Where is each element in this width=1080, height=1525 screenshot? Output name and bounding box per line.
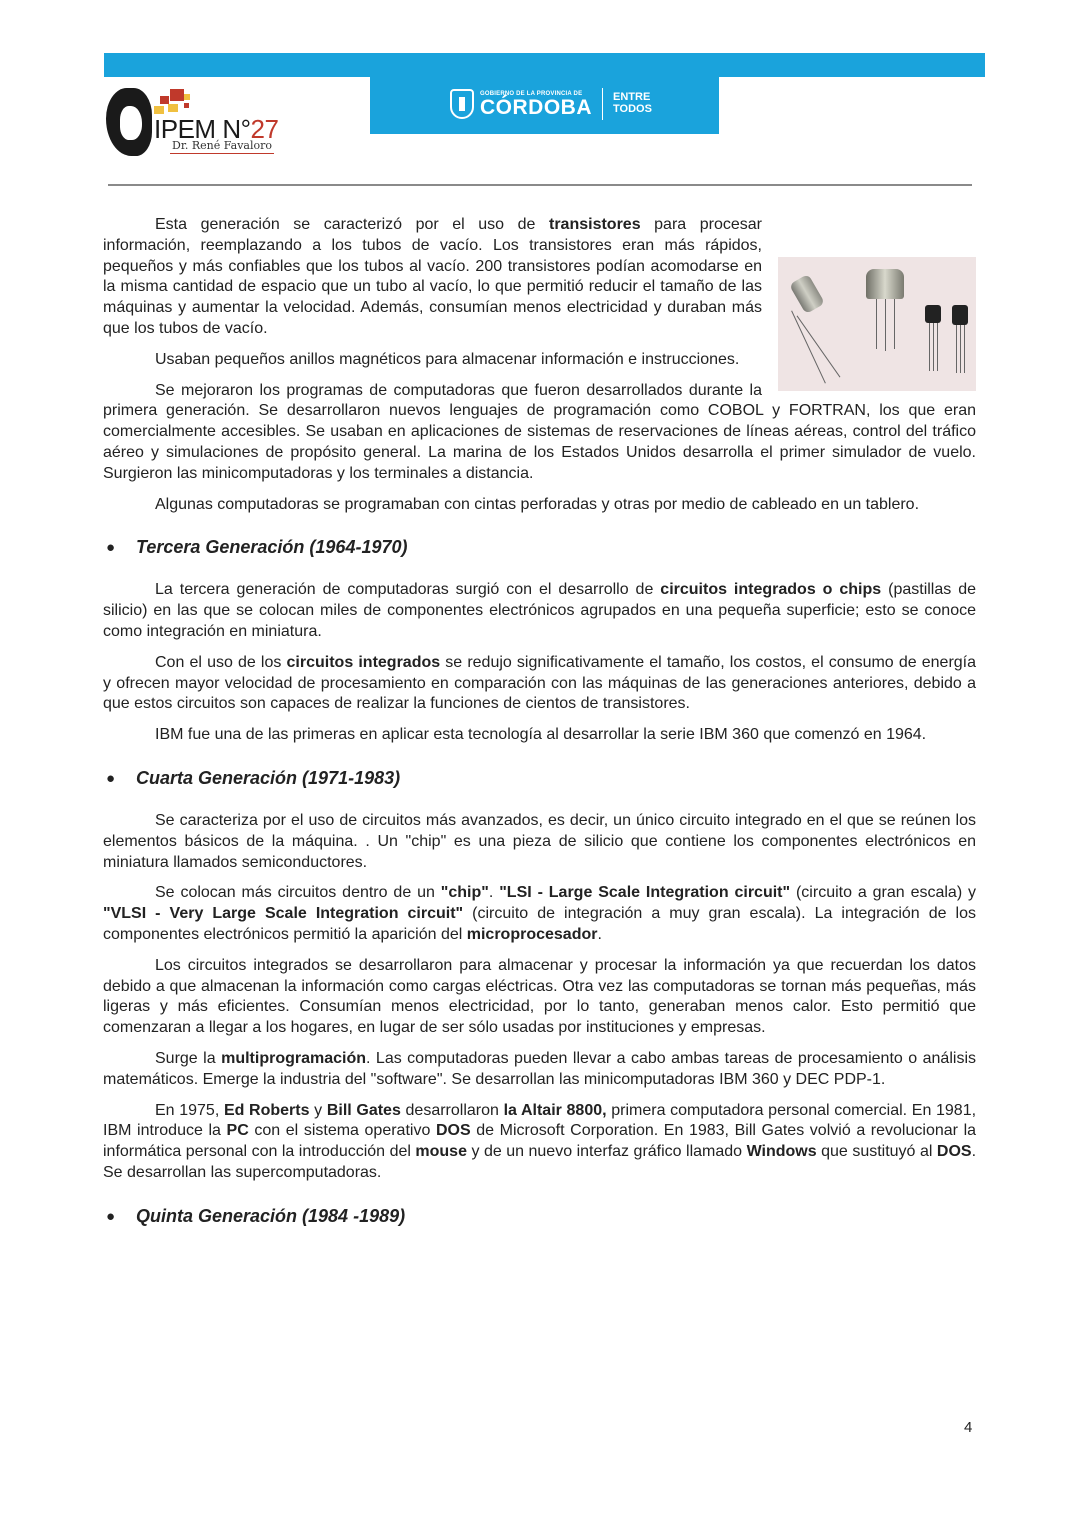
transistor-lead bbox=[956, 325, 957, 373]
transistor-icon bbox=[789, 274, 825, 314]
paragraph: En 1975, Ed Roberts y Bill Gates desarrollaron la Altair 8800, primera computadora personal comercial. En 1981, IBM introduce la PC con el sistema operativo DOS de Microsoft Corporation. En 1983, Bill Gates volvió a revolucionar la informática personal con la introducción del mouse y de un nuevo interfaz gráfico llamado Windows que sustituyó al DOS. Se desarrollan las supercomputadoras. bbox=[103, 1101, 977, 1181]
paragraph: Se caracteriza por el uso de circuitos más avanzados, es decir, un único circuito integrado en el que se reúnen los elementos básicos de la máquina. . Un "chip" es una pieza de silicio que contiene los componentes electrónicos en miniatura llamados semiconductores. bbox=[103, 811, 976, 871]
transistor-lead bbox=[929, 323, 930, 371]
heading-cuarta-generacion: ● Cuarta Generación (1971-1983) bbox=[103, 768, 976, 789]
logo-square-icon bbox=[170, 89, 184, 101]
paragraph: La tercera generación de computadoras surgió con el desarrollo de circuitos integrados o chips (pastillas de silicio) en las que se colocan miles de componentes electrónicos agrupados en una pequeña superficie; esto se conoce como integración en miniatura. bbox=[103, 581, 976, 640]
transistor-lead bbox=[791, 311, 826, 384]
paragraph: Usaban pequeños anillos magnéticos para almacenar información e instrucciones. bbox=[155, 350, 740, 368]
bullet-icon: ● bbox=[106, 769, 116, 787]
school-name: IPEM N°27 bbox=[154, 114, 279, 144]
transistor-icon bbox=[925, 305, 941, 323]
school-subtitle: Dr. René Favaloro bbox=[172, 139, 272, 152]
paragraph: Esta generación se caracterizó por el uso de transistores para procesar información, reemplazando a los tubos de vacío. Los transistores eran más rápidos, pequeños y más confiables que los tubos al vacío. 200 transistores podían acomodarse en la misma cantidad de espacio que un tubo al vacío, lo que permitió reducir el tamaño de las máquinas y aumentar la velocidad. Además, consumían menos electricidad y duraban más que los tubos de vacío. bbox=[103, 216, 762, 337]
bullet-icon: ● bbox=[106, 1207, 116, 1225]
slogan-line1: ENTRE bbox=[613, 91, 651, 104]
cordoba-small-text: GOBIERNO DE LA PROVINCIA DE bbox=[480, 90, 583, 97]
slogan-line2: TODOS bbox=[613, 103, 652, 115]
logo-square-icon bbox=[160, 96, 169, 104]
document-body bbox=[103, 215, 976, 1249]
header-banner bbox=[104, 53, 985, 77]
transistor-lead bbox=[960, 325, 961, 373]
page-number: 4 bbox=[964, 1419, 973, 1436]
logo-divider bbox=[602, 88, 603, 120]
transistor-lead bbox=[894, 299, 895, 349]
favaloro-portrait-icon bbox=[106, 88, 152, 156]
transistor-lead bbox=[876, 299, 877, 349]
transistor-lead bbox=[964, 325, 965, 373]
paragraph: Se colocan más circuitos dentro de un "chip". "LSI - Large Scale Integration circuit" (circuito a gran escala) y "VLSI - Very Large Scale Integration circuit" (circuito de integración a muy gran escala). La integración de los componentes electrónicos permitió la aparición del microprocesador. bbox=[103, 884, 977, 943]
transistor-icon bbox=[866, 269, 904, 299]
transistor-lead bbox=[885, 299, 886, 351]
transistor-lead bbox=[933, 323, 934, 371]
cordoba-name: CÓRDOBA bbox=[480, 95, 592, 119]
header-divider bbox=[108, 184, 972, 186]
cordoba-logo bbox=[450, 88, 652, 120]
bullet-icon: ● bbox=[106, 539, 116, 557]
cordoba-shield-icon bbox=[450, 89, 474, 119]
logo-square-icon bbox=[184, 103, 189, 108]
transistors-image bbox=[778, 257, 976, 391]
paragraph: Surge la multiprogramación. Las computadoras pueden llevar a cabo ambas tareas de procesamiento o análisis matemáticos. Emerge la industria del "software". Se desarrollan las minicomputadoras IBM 360 y DEC PDP-1. bbox=[103, 1049, 976, 1088]
logo-square-icon bbox=[154, 106, 164, 114]
paragraph: Algunas computadoras se programaban con cintas perforadas y otras por medio de cableado en un tablero. bbox=[155, 495, 920, 513]
school-logo bbox=[104, 86, 304, 162]
paragraph: Con el uso de los circuitos integrados se redujo significativamente el tamaño, los costos, el consumo de energía y ofrecen mayor velocidad de procesamiento en comparación con las máquinas de las generaciones anteriores, debido a que estos circuitos son capaces de realizar la funciones de cientos de transistores. bbox=[103, 653, 977, 713]
paragraph: Se mejoraron los programas de computadoras que fueron desarrollados durante la primera generación. Se desarrollaron nuevos lenguajes de programación como COBOL y FORTRAN, los que eran comercialmente accesibles. Se usaban en aplicaciones de sistemas de reservaciones de líneas aéreas, control del tráfico aéreo y simulaciones de propósito general. La marina de los Estados Unidos desarrolla el primer simulador de vuelo. Surgieron las minicomputadoras y los terminales a distancia. bbox=[103, 381, 976, 482]
logo-square-icon bbox=[184, 94, 190, 100]
paragraph: IBM fue una de las primeras en aplicar esta tecnología al desarrollar la serie IBM 360 que comenzó en 1964. bbox=[155, 726, 927, 744]
transistor-lead bbox=[937, 323, 938, 371]
transistor-icon bbox=[952, 305, 968, 325]
heading-tercera-generacion: ● Tercera Generación (1964-1970) bbox=[103, 537, 976, 558]
paragraph: Los circuitos integrados se desarrollaron para almacenar y procesar la información ya que recuerdan los datos debido a que almacenan la información como cargas eléctricas. Otra vez las computadoras se tornan más pequeñas, más ligeras y más eficientes. Consumían menos electricidad, por lo tanto, generaban menos calor. Esto permitió que comenzaran a llegar a los hogares, en lugar de ser sólo usadas por instituciones y empresas. bbox=[103, 956, 976, 1037]
logo-square-icon bbox=[168, 104, 178, 112]
heading-quinta-generacion: ● Quinta Generación (1984 -1989) bbox=[103, 1206, 976, 1227]
